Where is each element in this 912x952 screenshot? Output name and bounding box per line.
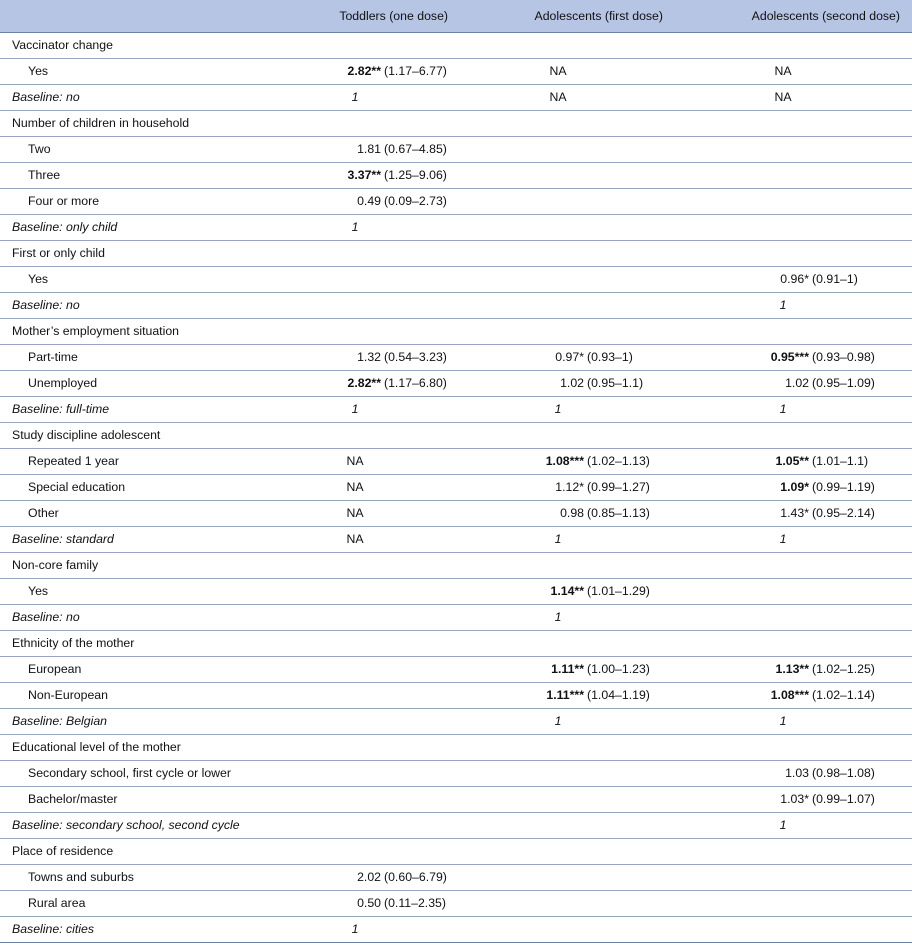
- row-label: Yes: [0, 578, 300, 604]
- value-cell: [300, 344, 460, 370]
- confidence-interval: (0.91–1): [812, 272, 858, 286]
- confidence-interval: (0.11–2.35): [384, 896, 446, 910]
- row-label: Baseline: standard: [0, 526, 300, 552]
- value-cell: [675, 422, 912, 448]
- value-cell: [300, 422, 460, 448]
- row-label: Non-European: [0, 682, 300, 708]
- value-cell: [675, 526, 912, 552]
- estimate: [771, 688, 809, 702]
- baseline-row: [0, 84, 912, 110]
- row-label: Four or more: [0, 188, 300, 214]
- value-cell: [460, 136, 675, 162]
- estimate: [347, 64, 381, 78]
- confidence-interval: (0.95–2.14): [812, 506, 875, 520]
- significance-stars: *: [579, 480, 584, 494]
- table-body: [0, 32, 912, 942]
- value-cell: [460, 474, 675, 500]
- na-value: NA: [549, 90, 567, 104]
- significance-stars: *: [804, 272, 809, 286]
- estimate: [780, 480, 809, 494]
- reference-value: 1: [351, 922, 359, 936]
- value-cell: [300, 760, 460, 786]
- value-cell: [675, 58, 912, 84]
- row-label: Baseline: Belgian: [0, 708, 300, 734]
- na-value: NA: [346, 532, 364, 546]
- estimate-value: 3.37: [347, 168, 372, 182]
- reference-value: 1: [554, 714, 562, 728]
- reference-value: 1: [779, 818, 787, 832]
- table-row: [0, 136, 912, 162]
- value-cell: [675, 136, 912, 162]
- group-label: Ethnicity of the mother: [0, 630, 300, 656]
- estimate-value: 0.96: [780, 272, 805, 286]
- value-cell: [675, 578, 912, 604]
- estimate: [347, 168, 381, 182]
- value-cell: [300, 396, 460, 422]
- row-label: Yes: [0, 58, 300, 84]
- group-row: [0, 32, 912, 58]
- value-cell: [675, 214, 912, 240]
- value-cell: [675, 786, 912, 812]
- significance-stars: ***: [569, 454, 584, 468]
- value-cell: [460, 188, 675, 214]
- row-label: Baseline: secondary school, second cycle: [0, 812, 300, 838]
- significance-stars: ***: [569, 688, 584, 702]
- confidence-interval: (1.01–1.29): [587, 584, 650, 598]
- value-cell: [460, 448, 675, 474]
- table-row: [0, 890, 912, 916]
- row-label: Baseline: no: [0, 84, 300, 110]
- value-cell: [675, 916, 912, 942]
- row-label: Baseline: no: [0, 292, 300, 318]
- confidence-interval: (0.93–1): [587, 350, 633, 364]
- estimate: [560, 376, 584, 390]
- row-label: Three: [0, 162, 300, 188]
- header-cell-toddlers: Toddlers (one dose): [300, 0, 460, 32]
- estimate: [555, 350, 584, 364]
- value-cell: [300, 448, 460, 474]
- value-cell: [675, 344, 912, 370]
- estimate-value: 1.03: [780, 792, 805, 806]
- estimate-value: 0.49: [357, 194, 381, 208]
- estimate-value: 1.81: [357, 142, 381, 156]
- confidence-interval: (0.95–1.09): [812, 376, 875, 390]
- confidence-interval: (1.17–6.80): [384, 376, 447, 390]
- confidence-interval: (0.09–2.73): [384, 194, 447, 208]
- value-cell: [460, 84, 675, 110]
- estimate-value: 1.12: [555, 480, 580, 494]
- value-cell: [300, 474, 460, 500]
- value-cell: [300, 500, 460, 526]
- row-label: Towns and suburbs: [0, 864, 300, 890]
- table-row: [0, 760, 912, 786]
- na-value: NA: [346, 480, 364, 494]
- value-cell: [675, 760, 912, 786]
- value-cell: [300, 188, 460, 214]
- value-cell: [675, 708, 912, 734]
- value-cell: [460, 344, 675, 370]
- value-cell: [460, 604, 675, 630]
- confidence-interval: (1.17–6.77): [384, 64, 447, 78]
- group-row: [0, 240, 912, 266]
- na-value: NA: [774, 64, 792, 78]
- header-row: [0, 0, 912, 32]
- estimate-value: 2.82: [347, 376, 372, 390]
- estimate: [560, 506, 584, 520]
- estimate: [785, 766, 809, 780]
- value-cell: [300, 864, 460, 890]
- value-cell: [460, 682, 675, 708]
- value-cell: [460, 266, 675, 292]
- value-cell: [460, 812, 675, 838]
- reference-value: 1: [351, 220, 359, 234]
- group-label: Mother’s employment situation: [0, 318, 300, 344]
- value-cell: [300, 110, 460, 136]
- estimate: [550, 584, 584, 598]
- row-label: European: [0, 656, 300, 682]
- estimate: [780, 506, 809, 520]
- estimate: [357, 896, 381, 910]
- estimate-value: 1.08: [770, 688, 795, 702]
- estimate: [780, 792, 809, 806]
- value-cell: [460, 630, 675, 656]
- value-cell: [460, 708, 675, 734]
- estimate-value: 1.02: [560, 376, 584, 390]
- value-cell: [300, 604, 460, 630]
- confidence-interval: (1.02–1.13): [587, 454, 650, 468]
- group-label: Place of residence: [0, 838, 300, 864]
- table-row: [0, 448, 912, 474]
- estimate: [357, 870, 381, 884]
- value-cell: [460, 214, 675, 240]
- value-cell: [460, 734, 675, 760]
- significance-stars: **: [574, 584, 584, 598]
- value-cell: [300, 292, 460, 318]
- value-cell: [675, 84, 912, 110]
- value-cell: [675, 734, 912, 760]
- significance-stars: *: [804, 480, 809, 494]
- value-cell: [675, 370, 912, 396]
- row-label: Baseline: full-time: [0, 396, 300, 422]
- baseline-row: [0, 708, 912, 734]
- estimate: [357, 194, 381, 208]
- table-row: [0, 266, 912, 292]
- significance-stars: **: [799, 454, 809, 468]
- row-label: Baseline: cities: [0, 916, 300, 942]
- value-cell: [460, 864, 675, 890]
- confidence-interval: (1.02–1.14): [812, 688, 875, 702]
- group-label: Educational level of the mother: [0, 734, 300, 760]
- estimate: [775, 454, 809, 468]
- group-row: [0, 110, 912, 136]
- value-cell: [675, 604, 912, 630]
- significance-stars: **: [371, 168, 381, 182]
- na-value: NA: [549, 64, 567, 78]
- confidence-interval: (0.93–0.98): [812, 350, 875, 364]
- confidence-interval: (1.01–1.1): [812, 454, 869, 468]
- group-label: Number of children in household: [0, 110, 300, 136]
- value-cell: [460, 916, 675, 942]
- estimate: [357, 142, 381, 156]
- row-label: Yes: [0, 266, 300, 292]
- na-value: NA: [774, 90, 792, 104]
- confidence-interval: (0.99–1.27): [587, 480, 650, 494]
- group-label: Non-core family: [0, 552, 300, 578]
- reference-value: 1: [779, 532, 787, 546]
- value-cell: [675, 500, 912, 526]
- table-row: [0, 474, 912, 500]
- value-cell: [675, 448, 912, 474]
- value-cell: [300, 552, 460, 578]
- value-cell: [460, 552, 675, 578]
- group-row: [0, 734, 912, 760]
- reference-value: 1: [351, 90, 359, 104]
- value-cell: [675, 32, 912, 58]
- baseline-row: [0, 604, 912, 630]
- table-row: [0, 864, 912, 890]
- baseline-row: [0, 526, 912, 552]
- group-row: [0, 552, 912, 578]
- confidence-interval: (0.99–1.07): [812, 792, 875, 806]
- significance-stars: **: [574, 662, 584, 676]
- value-cell: [300, 162, 460, 188]
- confidence-interval: (0.85–1.13): [587, 506, 650, 520]
- group-row: [0, 838, 912, 864]
- significance-stars: **: [799, 662, 809, 676]
- estimate: [551, 662, 584, 676]
- row-label: Secondary school, first cycle or lower: [0, 760, 300, 786]
- table-row: [0, 682, 912, 708]
- significance-stars: ***: [794, 350, 809, 364]
- significance-stars: *: [804, 792, 809, 806]
- value-cell: [675, 838, 912, 864]
- row-label: Bachelor/master: [0, 786, 300, 812]
- value-cell: [675, 812, 912, 838]
- estimate: [546, 688, 584, 702]
- value-cell: [460, 292, 675, 318]
- confidence-interval: (0.98–1.08): [812, 766, 875, 780]
- value-cell: [460, 370, 675, 396]
- baseline-row: [0, 214, 912, 240]
- estimate-value: 1.03: [785, 766, 809, 780]
- value-cell: [675, 890, 912, 916]
- estimate-value: 1.05: [775, 454, 800, 468]
- value-cell: [675, 474, 912, 500]
- value-cell: [300, 734, 460, 760]
- header-cell-adolescents-first: Adolescents (first dose): [460, 0, 675, 32]
- value-cell: [300, 682, 460, 708]
- table-row: [0, 370, 912, 396]
- value-cell: [675, 396, 912, 422]
- value-cell: [460, 656, 675, 682]
- value-cell: [300, 630, 460, 656]
- confidence-interval: (1.25–9.06): [384, 168, 447, 182]
- row-label: Repeated 1 year: [0, 448, 300, 474]
- estimate-value: 2.02: [357, 870, 381, 884]
- group-label: Study discipline adolescent: [0, 422, 300, 448]
- value-cell: [460, 318, 675, 344]
- estimate: [780, 272, 809, 286]
- na-value: NA: [346, 454, 364, 468]
- value-cell: [460, 526, 675, 552]
- estimate-value: 1.43: [780, 506, 805, 520]
- value-cell: [675, 188, 912, 214]
- table-row: [0, 162, 912, 188]
- value-cell: [300, 318, 460, 344]
- value-cell: [300, 240, 460, 266]
- value-cell: [460, 838, 675, 864]
- value-cell: [460, 162, 675, 188]
- estimate: [775, 662, 809, 676]
- table-row: [0, 786, 912, 812]
- group-label: First or only child: [0, 240, 300, 266]
- estimate-value: 1.09: [780, 480, 805, 494]
- value-cell: [460, 786, 675, 812]
- value-cell: [460, 760, 675, 786]
- value-cell: [675, 630, 912, 656]
- row-label: Baseline: only child: [0, 214, 300, 240]
- estimate-value: 1.11: [551, 662, 575, 676]
- group-row: [0, 318, 912, 344]
- reference-value: 1: [554, 402, 562, 416]
- confidence-interval: (0.54–3.23): [384, 350, 447, 364]
- estimate: [357, 350, 381, 364]
- reference-value: 1: [779, 714, 787, 728]
- significance-stars: **: [371, 376, 381, 390]
- value-cell: [300, 656, 460, 682]
- reference-value: 1: [779, 402, 787, 416]
- value-cell: [675, 682, 912, 708]
- table-row: [0, 656, 912, 682]
- value-cell: [460, 58, 675, 84]
- estimate: [785, 376, 809, 390]
- value-cell: [300, 32, 460, 58]
- value-cell: [675, 110, 912, 136]
- value-cell: [300, 786, 460, 812]
- baseline-row: [0, 812, 912, 838]
- value-cell: [300, 136, 460, 162]
- value-cell: [300, 916, 460, 942]
- estimate-value: 1.02: [785, 376, 809, 390]
- table-row: [0, 578, 912, 604]
- confidence-interval: (1.02–1.25): [812, 662, 875, 676]
- value-cell: [300, 214, 460, 240]
- value-cell: [300, 838, 460, 864]
- value-cell: [675, 240, 912, 266]
- row-label: Unemployed: [0, 370, 300, 396]
- row-label: Baseline: no: [0, 604, 300, 630]
- estimate: [771, 350, 809, 364]
- significance-stars: *: [579, 350, 584, 364]
- value-cell: [300, 708, 460, 734]
- estimate-value: 0.97: [555, 350, 580, 364]
- value-cell: [300, 266, 460, 292]
- estimate: [555, 480, 584, 494]
- confidence-interval: (0.67–4.85): [384, 142, 447, 156]
- header-cell-variable: [0, 0, 300, 32]
- confidence-interval: (0.95–1.1): [587, 376, 644, 390]
- reference-value: 1: [351, 402, 359, 416]
- estimate-value: 1.13: [775, 662, 800, 676]
- estimate-value: 1.08: [545, 454, 570, 468]
- significance-stars: ***: [794, 688, 809, 702]
- estimate-value: 0.95: [770, 350, 795, 364]
- significance-stars: *: [804, 506, 809, 520]
- value-cell: [300, 84, 460, 110]
- value-cell: [300, 58, 460, 84]
- value-cell: [460, 396, 675, 422]
- table-row: [0, 58, 912, 84]
- header-cell-adolescents-second: Adolescents (second dose): [675, 0, 912, 32]
- estimate-value: 0.50: [357, 896, 381, 910]
- value-cell: [300, 526, 460, 552]
- row-label: Part-time: [0, 344, 300, 370]
- reference-value: 1: [554, 532, 562, 546]
- estimate-value: 1.32: [357, 350, 381, 364]
- value-cell: [460, 578, 675, 604]
- value-cell: [300, 578, 460, 604]
- value-cell: [675, 266, 912, 292]
- value-cell: [675, 162, 912, 188]
- value-cell: [460, 110, 675, 136]
- value-cell: [675, 318, 912, 344]
- value-cell: [460, 890, 675, 916]
- table-row: [0, 344, 912, 370]
- value-cell: [460, 500, 675, 526]
- row-label: Special education: [0, 474, 300, 500]
- value-cell: [300, 370, 460, 396]
- row-label: Two: [0, 136, 300, 162]
- confidence-interval: (0.60–6.79): [384, 870, 447, 884]
- value-cell: [300, 812, 460, 838]
- value-cell: [675, 292, 912, 318]
- reference-value: 1: [779, 298, 787, 312]
- confidence-interval: (0.99–1.19): [812, 480, 875, 494]
- estimate-value: 1.11: [546, 688, 570, 702]
- confidence-interval: (1.00–1.23): [587, 662, 650, 676]
- reference-value: 1: [554, 610, 562, 624]
- table-row: [0, 188, 912, 214]
- row-label: Rural area: [0, 890, 300, 916]
- baseline-row: [0, 396, 912, 422]
- estimate-value: 1.14: [550, 584, 575, 598]
- estimate: [347, 376, 381, 390]
- estimate: [546, 454, 584, 468]
- confidence-interval: (1.04–1.19): [587, 688, 650, 702]
- value-cell: [460, 422, 675, 448]
- significance-stars: **: [371, 64, 381, 78]
- group-label: Vaccinator change: [0, 32, 300, 58]
- value-cell: [460, 32, 675, 58]
- value-cell: [300, 890, 460, 916]
- value-cell: [675, 656, 912, 682]
- estimate-value: 2.82: [347, 64, 372, 78]
- value-cell: [675, 864, 912, 890]
- baseline-row: [0, 916, 912, 942]
- group-row: [0, 422, 912, 448]
- row-label: Other: [0, 500, 300, 526]
- estimate-value: 0.98: [560, 506, 584, 520]
- value-cell: [675, 552, 912, 578]
- na-value: NA: [346, 506, 364, 520]
- group-row: [0, 630, 912, 656]
- baseline-row: [0, 292, 912, 318]
- value-cell: [460, 240, 675, 266]
- table-row: [0, 500, 912, 526]
